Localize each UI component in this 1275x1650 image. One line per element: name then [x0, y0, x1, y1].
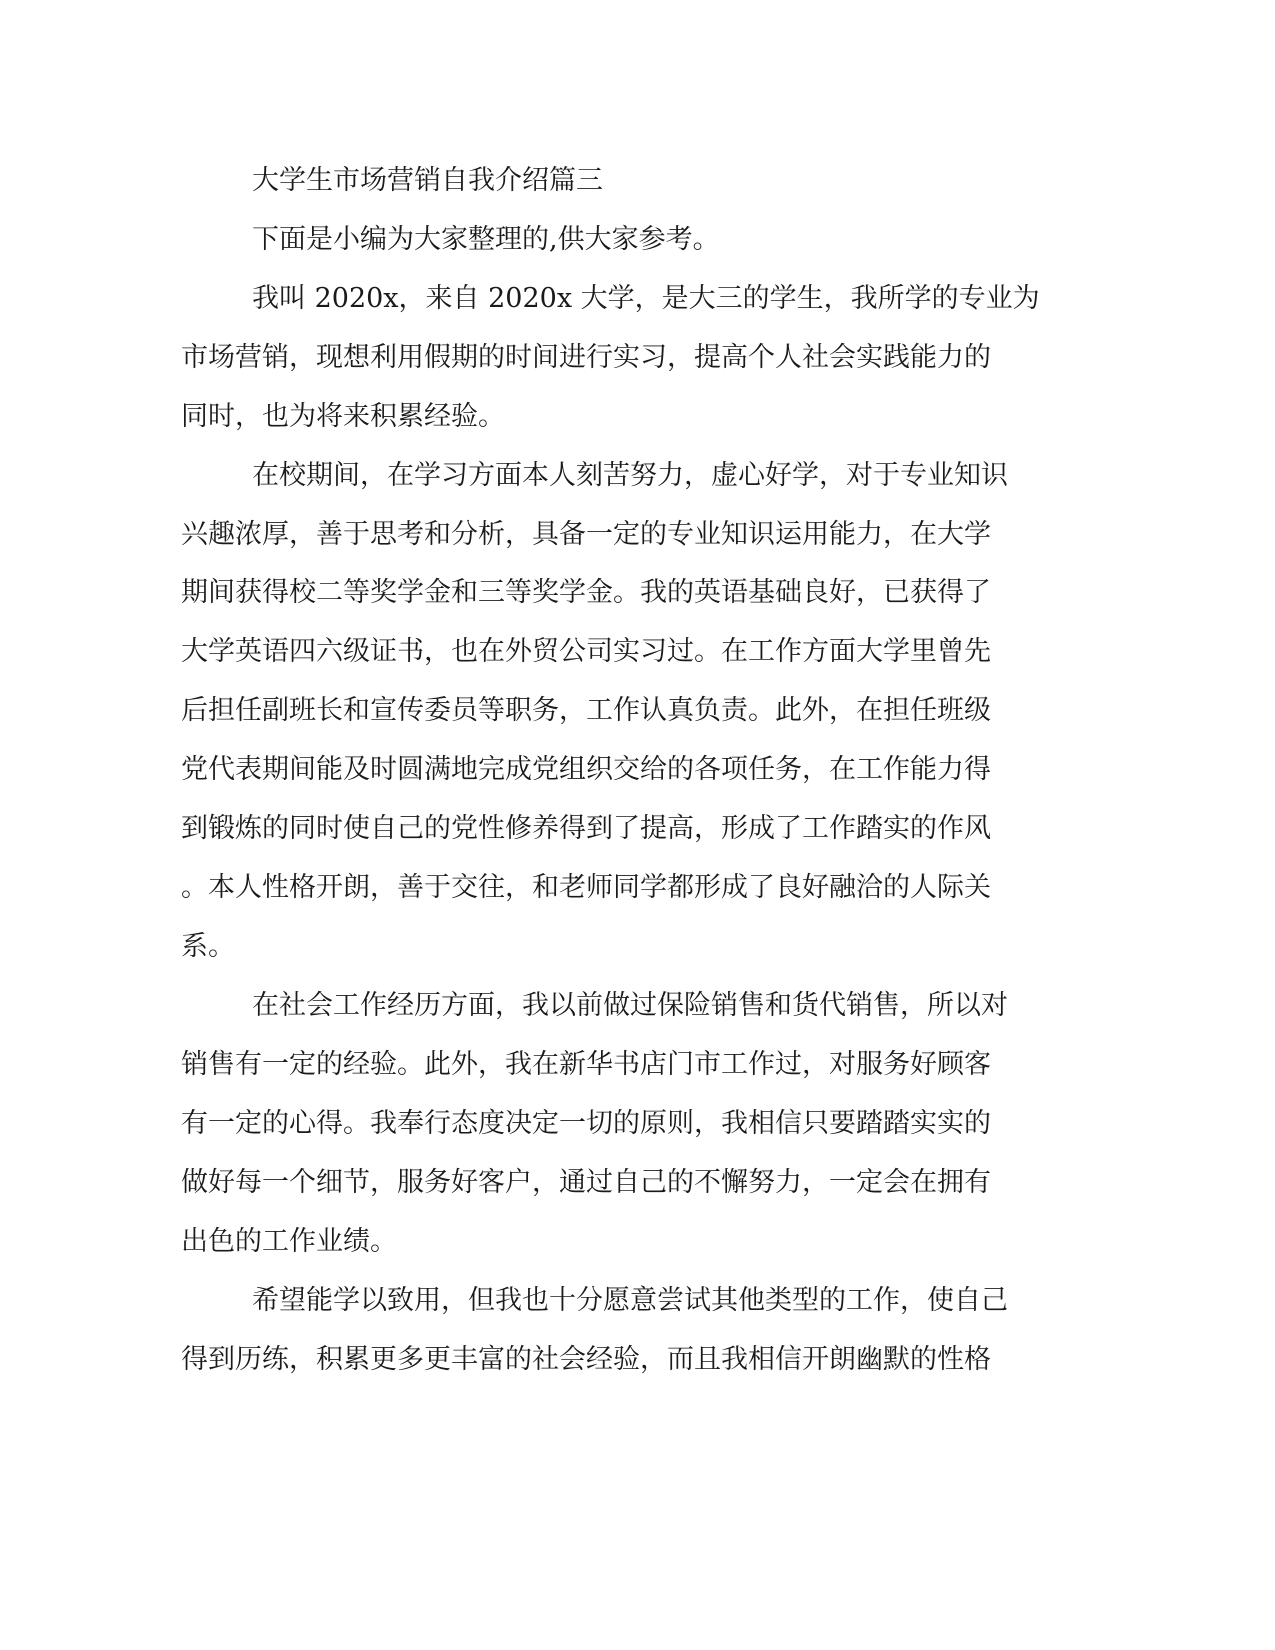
paragraph-line: 做好每一个细节，服务好客户，通过自己的不懈努力，一定会在拥有 — [181, 1167, 991, 1198]
paragraph-line: 到锻炼的同时使自己的党性修养得到了提高，形成了工作踏实的作风 — [181, 813, 991, 844]
paragraph-line: 销售有一定的经验。此外，我在新华书店门市工作过，对服务好顾客 — [181, 1049, 991, 1080]
paragraph-line: 系。 — [181, 931, 235, 962]
paragraph-line: 希望能学以致用，但我也十分愿意尝试其他类型的工作，使自己 — [252, 1285, 1008, 1316]
paragraph-line: 市场营销，现想利用假期的时间进行实习，提高个人社会实践能力的 — [181, 342, 991, 373]
document-intro: 下面是小编为大家整理的,供大家参考。 — [252, 224, 720, 255]
paragraph-line: 有一定的心得。我奉行态度决定一切的原则，我相信只要踏踏实实的 — [181, 1108, 991, 1139]
paragraph-line: 大学英语四六级证书，也在外贸公司实习过。在工作方面大学里曾先 — [181, 636, 991, 667]
paragraph-line: 兴趣浓厚，善于思考和分析，具备一定的专业知识运用能力，在大学 — [181, 519, 991, 550]
paragraph-line: 得到历练，积累更多更丰富的社会经验，而且我相信开朗幽默的性格 — [181, 1344, 991, 1375]
paragraph-line: 。本人性格开朗，善于交往，和老师同学都形成了良好融洽的人际关 — [181, 872, 991, 903]
document-title: 大学生市场营销自我介绍篇三 — [252, 165, 603, 196]
paragraph-line: 后担任副班长和宣传委员等职务，工作认真负责。此外，在担任班级 — [181, 695, 991, 726]
paragraph-line: 期间获得校二等奖学金和三等奖学金。我的英语基础良好，已获得了 — [181, 577, 991, 608]
paragraph-line: 党代表期间能及时圆满地完成党组织交给的各项任务，在工作能力得 — [181, 754, 991, 785]
paragraph-line: 出色的工作业绩。 — [181, 1226, 397, 1257]
paragraph-line: 同时，也为将来积累经验。 — [181, 401, 505, 432]
paragraph-line: 我叫 2020x，来自 2020x 大学，是大三的学生，我所学的专业为 — [252, 283, 1040, 314]
paragraph-line: 在社会工作经历方面，我以前做过保险销售和货代销售，所以对 — [252, 990, 1008, 1021]
paragraph-line: 在校期间，在学习方面本人刻苦努力，虚心好学，对于专业知识 — [252, 460, 1008, 491]
